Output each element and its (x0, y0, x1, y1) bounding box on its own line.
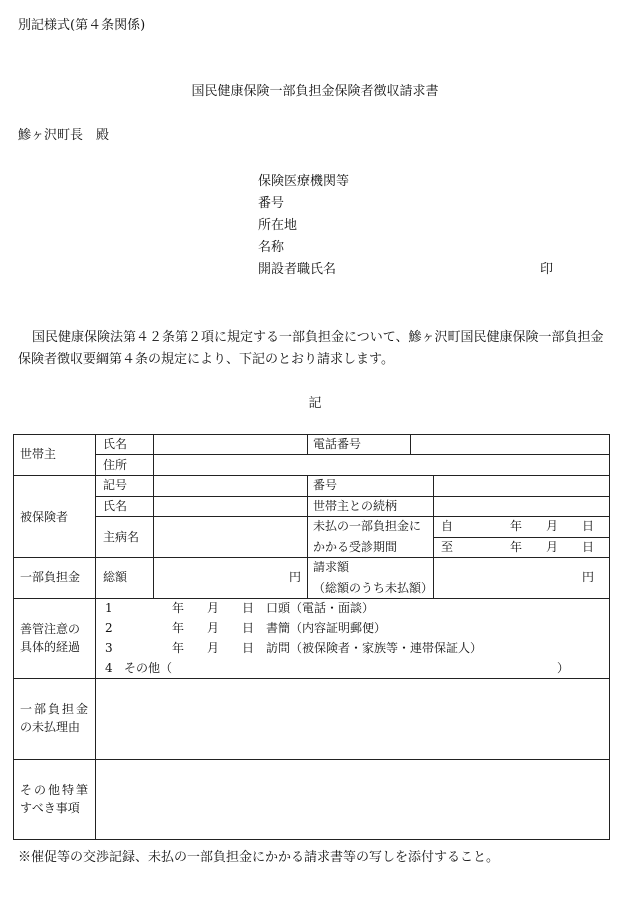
ins-number-field[interactable] (435, 477, 607, 495)
diligence-row-1-no: 1 (105, 601, 113, 615)
footer-note: ※催促等の交渉記録、未払の一部負担金にかかる請求書等の写しを添付すること。 (18, 850, 500, 865)
body-text-line-1: 国民健康保険法第４２条第２項に規定する一部負担金について、鰺ヶ沢町国民健康保険一部負担金 (32, 330, 604, 345)
row-sep-copay (13, 598, 610, 599)
row-sep-diligence (13, 678, 610, 679)
copay-claim-yen: 円 (582, 570, 595, 584)
ins-relation-label: 世帯主との続柄 (313, 499, 398, 513)
diligence-row-2-year: 年 (172, 621, 185, 635)
document-title: 国民健康保険一部負担金保険者徴収請求書 (191, 84, 439, 99)
ins-disease-field[interactable] (155, 518, 305, 556)
hh-name-field[interactable] (155, 436, 305, 453)
diligence-other-close: ） (557, 661, 570, 675)
ins-symbol-label: 記号 (103, 478, 128, 492)
col-sep-ins-label (153, 475, 154, 557)
reason-field[interactable] (97, 680, 607, 757)
section-notes-1: その他特筆 (20, 783, 91, 797)
diligence-row-3-method: 訪問（被保険者・家族等・連帯保証人） (266, 641, 483, 655)
section-householder: 世帯主 (20, 447, 57, 461)
col-sep-hh-phone-right (410, 434, 411, 454)
diligence-row-3-day: 日 (242, 641, 255, 655)
period-to-label: 至 (441, 540, 454, 554)
hh-address-field[interactable] (155, 456, 607, 474)
period-from-label: 自 (441, 519, 454, 533)
section-notes-2: すべき事項 (20, 801, 80, 815)
ins-period-label-2: かかる受診期間 (313, 540, 398, 554)
addressee: 鰺ヶ沢町長 殿 (18, 128, 110, 143)
diligence-row-3-year: 年 (172, 641, 185, 655)
ins-disease-label: 主病名 (103, 530, 140, 544)
ins-symbol-field[interactable] (155, 477, 305, 495)
hh-address-label: 住所 (103, 458, 128, 472)
period-to-month: 月 (546, 540, 559, 554)
table-border-left (13, 434, 14, 840)
row-sep-insured (13, 557, 610, 558)
diligence-row-1-day: 日 (242, 601, 255, 615)
section-diligence-1: 善管注意の (20, 622, 81, 636)
section-reason-2: の未払理由 (20, 720, 81, 734)
hh-phone-field[interactable] (412, 436, 607, 453)
hh-phone-label: 電話番号 (313, 437, 362, 451)
row-sep-ins-2 (95, 516, 610, 517)
diligence-other-label: その他（ (124, 661, 173, 675)
col-sep-hh-label (153, 434, 154, 475)
applicant-address-label: 所在地 (258, 218, 298, 233)
row-sep-ins-1 (95, 496, 610, 497)
diligence-row-1-year: 年 (172, 601, 185, 615)
hh-name-label: 氏名 (103, 437, 128, 451)
col-sep-hh-phone-left (307, 434, 308, 454)
ins-relation-field[interactable] (435, 498, 607, 515)
diligence-row-3-month: 月 (207, 641, 220, 655)
section-copay: 一部負担金 (20, 570, 81, 584)
copay-claim-label-2: （総額のうち未払額） (313, 581, 434, 595)
diligence-row-3-no: 3 (105, 641, 113, 655)
copay-total-label: 総額 (103, 570, 128, 584)
notes-field[interactable] (97, 761, 607, 838)
diligence-other-field[interactable] (184, 660, 554, 676)
period-to-year: 年 (510, 540, 523, 554)
section-diligence-2: 具体的経過 (20, 640, 81, 654)
ins-number-label: 番号 (313, 478, 338, 492)
row-sep-householder (13, 475, 610, 476)
body-text-line-2: 保険者徴収要綱第４条の規定により、下記のとおり請求します。 (18, 352, 394, 367)
copay-claim-label-1: 請求額 (313, 560, 350, 574)
applicant-name-label: 名称 (258, 240, 285, 255)
period-from-year: 年 (510, 519, 523, 533)
copay-total-yen: 円 (289, 570, 302, 584)
section-reason-1: 一部負担金 (20, 702, 91, 716)
diligence-row-2-day: 日 (242, 621, 255, 635)
col-sep-section (95, 434, 96, 840)
diligence-row-2-no: 2 (105, 621, 113, 635)
copay-total-field[interactable] (155, 559, 285, 597)
ins-name-label: 氏名 (103, 499, 128, 513)
col-sep-ins-mid (307, 475, 308, 557)
applicant-number-label: 番号 (258, 196, 285, 211)
seal-mark: 印 (540, 262, 554, 277)
diligence-row-2-method: 書簡（内容証明郵便） (266, 621, 387, 635)
col-sep-copay-label (153, 557, 154, 598)
diligence-row-1-month: 月 (207, 601, 220, 615)
period-to-day: 日 (582, 540, 595, 554)
applicant-institution-label: 保険医療機関等 (258, 174, 350, 189)
diligence-row-4-no: 4 (105, 661, 113, 675)
copay-claim-field[interactable] (435, 559, 577, 597)
row-sep-hh-inner (95, 454, 610, 455)
col-sep-copay-right (433, 557, 434, 598)
diligence-row-2-month: 月 (207, 621, 220, 635)
table-border-right (609, 434, 610, 840)
table-border-bottom (13, 839, 610, 840)
period-from-month: 月 (546, 519, 559, 533)
form-reference: 別記様式(第４条関係) (18, 18, 146, 33)
row-sep-reason (13, 759, 610, 760)
row-sep-ins-period (433, 537, 610, 538)
col-sep-ins-right (433, 475, 434, 557)
applicant-founder-label: 開設者職氏名 (258, 262, 337, 277)
col-sep-copay-mid (307, 557, 308, 598)
period-from-day: 日 (582, 519, 595, 533)
ins-period-label-1: 未払の一部負担金に (313, 519, 422, 533)
section-insured: 被保険者 (20, 510, 69, 524)
table-border-top (13, 434, 610, 435)
diligence-row-1-method: 口頭（電話・面談） (266, 601, 375, 615)
ins-name-field[interactable] (155, 498, 305, 515)
ki-heading: 記 (308, 396, 322, 411)
